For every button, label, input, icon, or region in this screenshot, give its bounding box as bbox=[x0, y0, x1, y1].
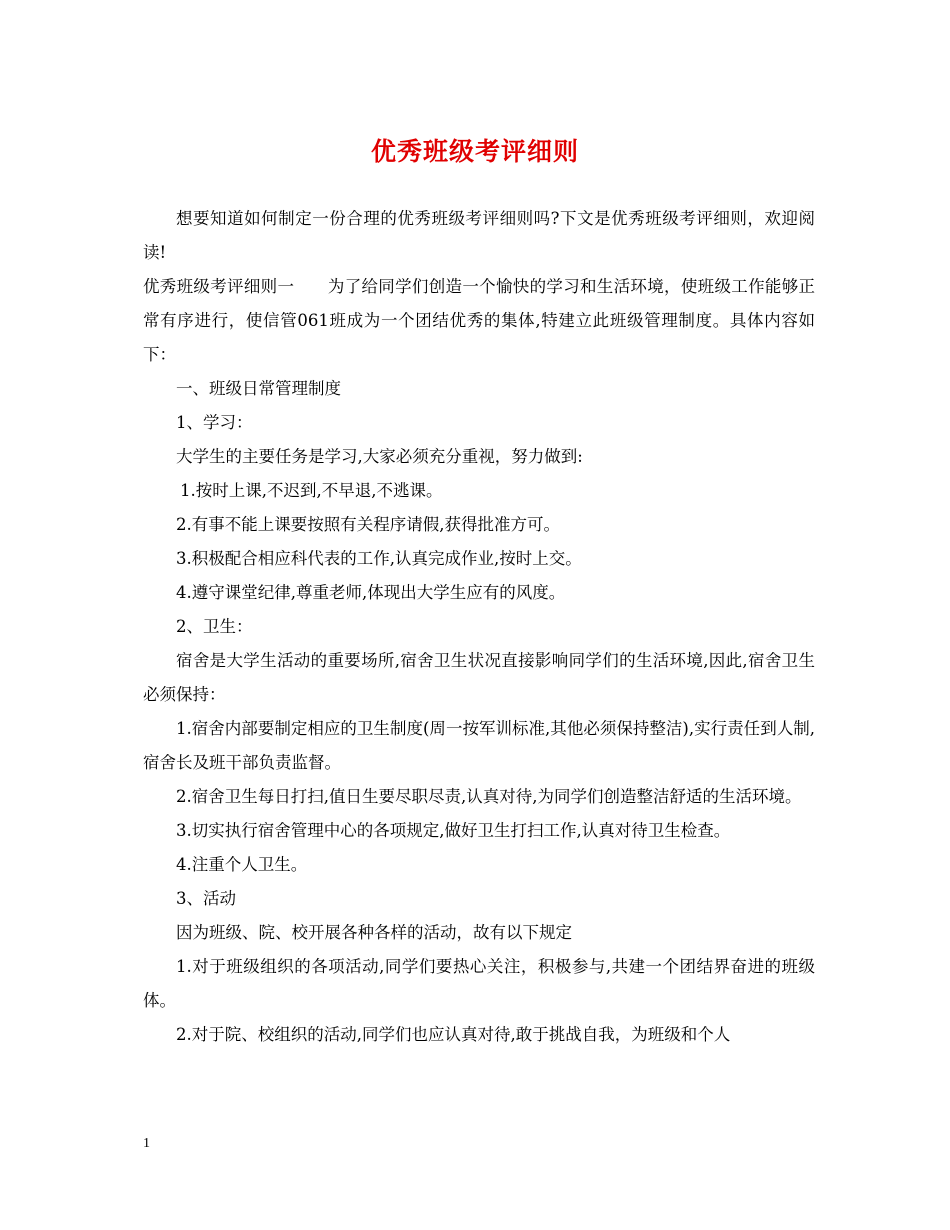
heading-activities: 3、活动 bbox=[176, 889, 236, 908]
paragraph-intro: 想要知道如何制定一份合理的优秀班级考评细则吗?下文是优秀班级考评细则，欢迎阅读! bbox=[143, 209, 815, 262]
paragraph-section-one: 优秀班级考评细则一 为了给同学们创造一个愉快的学习和生活环境，使班级工作能够正常有序进行，使信管061班成为一个团结优秀的集体,特建立此班级管理制度。具体内容如下： bbox=[143, 277, 815, 364]
list-item-study-2: 2.有事不能上课要按照有关程序请假,获得批准方可。 bbox=[176, 515, 560, 534]
list-item-activities-2: 2.对于院、校组织的活动,同学们也应认真对待,敢于挑战自我，为班级和个人 bbox=[176, 1025, 731, 1044]
heading-daily-management: 一、班级日常管理制度 bbox=[176, 379, 341, 398]
document-body bbox=[143, 202, 815, 1052]
list-item-study-1: 1.按时上课,不迟到,不早退,不逃课。 bbox=[180, 481, 443, 500]
list-item-hygiene-1: 1.宿舍内部要制定相应的卫生制度(周一按军训标准,其他必须保持整洁),实行责任到人制,宿舍长及班干部负责监督。 bbox=[143, 719, 815, 772]
heading-hygiene: 2、卫生： bbox=[176, 617, 253, 636]
page-title: 优秀班级考评细则 bbox=[370, 137, 579, 166]
list-item-study-3: 3.积极配合相应科代表的工作,认真完成作业,按时上交。 bbox=[176, 549, 582, 568]
list-item-activities-1: 1.对于班级组织的各项活动,同学们要热心关注，积极参与,共建一个团结界奋进的班级体。 bbox=[143, 957, 815, 1010]
list-item-hygiene-3: 3.切实执行宿舍管理中心的各项规定,做好卫生打扫工作,认真对待卫生检查。 bbox=[176, 821, 731, 840]
paragraph-hygiene-intro: 宿舍是大学生活动的重要场所,宿舍卫生状况直接影响同学们的生活环境,因此,宿舍卫生必须保持： bbox=[143, 651, 815, 704]
list-item-hygiene-4: 4.注重个人卫生。 bbox=[176, 855, 308, 874]
list-item-hygiene-2: 2.宿舍卫生每日打扫,值日生要尽职尽责,认真对待,为同学们创造整洁舒适的生活环境。 bbox=[176, 787, 802, 806]
paragraph-study-intro: 大学生的主要任务是学习,大家必须充分重视，努力做到: bbox=[176, 447, 583, 466]
heading-study: 1、学习： bbox=[176, 413, 253, 432]
page-number: 1 bbox=[143, 1136, 150, 1151]
paragraph-activities-intro: 因为班级、院、校开展各种各样的活动，故有以下规定 bbox=[176, 923, 572, 942]
list-item-study-4: 4.遵守课堂纪律,尊重老师,体现出大学生应有的风度。 bbox=[176, 583, 566, 602]
